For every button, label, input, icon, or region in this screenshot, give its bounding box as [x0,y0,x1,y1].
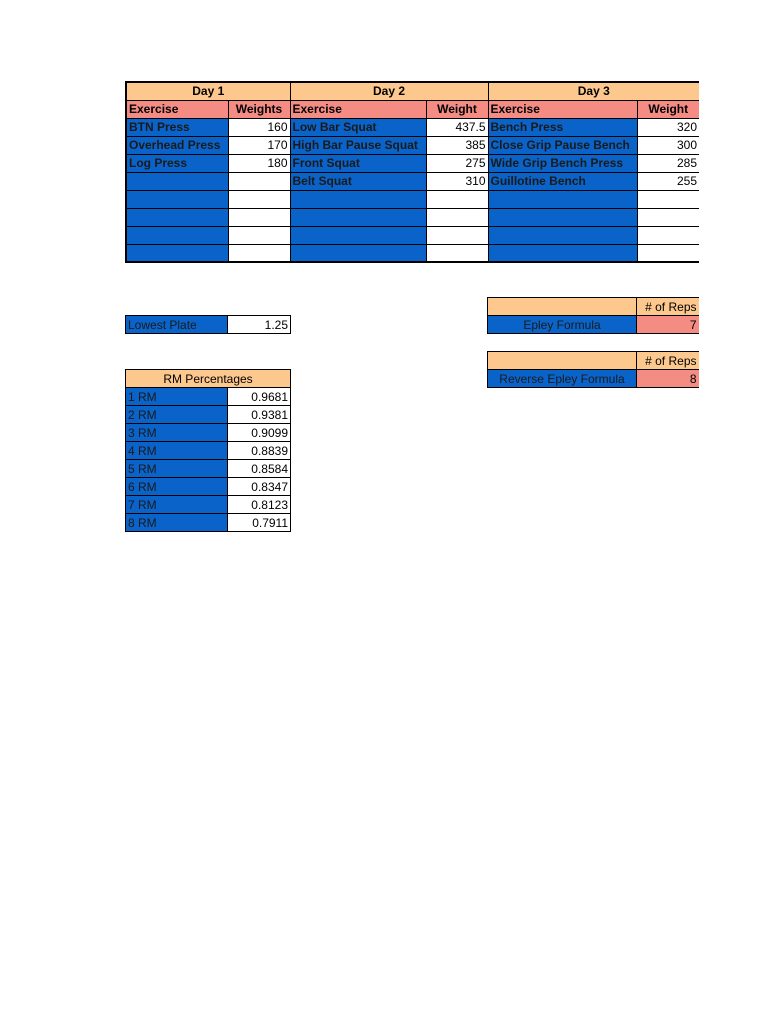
rm-label: 3 RM [126,424,228,442]
day3-exercise-cell[interactable] [488,190,637,208]
lowest-plate-value[interactable]: 1.25 [228,316,291,334]
epley-reps-header: # of Reps [637,298,699,316]
day2-exercise-cell[interactable]: Low Bar Squat [290,118,426,136]
rm-value[interactable]: 0.9681 [228,388,291,406]
table-row [126,460,291,478]
day1-weight-cell[interactable] [228,172,290,190]
day1-title: Day 1 [126,82,290,100]
day2-exercise-header: Exercise [290,100,426,118]
table-row [126,514,291,532]
day2-exercise-cell[interactable]: Front Squat [290,154,426,172]
table-row [126,154,699,172]
lowest-plate-label: Lowest Plate [126,316,228,334]
day1-exercise-cell[interactable]: Log Press [126,154,228,172]
day2-weight-cell[interactable] [426,244,488,262]
day1-weight-cell[interactable] [228,244,290,262]
day2-exercise-cell[interactable]: High Bar Pause Squat [290,136,426,154]
day1-exercise-cell[interactable]: Overhead Press [126,136,228,154]
reverse-epley-header-blank [488,352,637,370]
epley-table [487,297,699,334]
rm-value[interactable]: 0.8584 [228,460,291,478]
table-row [126,244,699,262]
day1-exercise-cell[interactable]: BTN Press [126,118,228,136]
rm-percentages-title: RM Percentages [126,370,291,388]
day1-weight-header: Weights [228,100,290,118]
day3-exercise-cell[interactable] [488,244,637,262]
reverse-epley-formula-label: Reverse Epley Formula [488,370,637,388]
day3-weight-cell[interactable]: 255 [637,172,699,190]
day3-weight-cell[interactable]: 285 [637,154,699,172]
table-row [126,424,291,442]
training-days-table [125,81,699,263]
day3-weight-header: Weight [637,100,699,118]
day1-exercise-cell[interactable] [126,172,228,190]
table-row [126,118,699,136]
day1-weight-cell[interactable] [228,190,290,208]
day2-weight-cell[interactable] [426,208,488,226]
rm-value[interactable]: 0.9381 [228,406,291,424]
rm-value[interactable]: 0.8347 [228,478,291,496]
table-row [126,406,291,424]
day2-weight-cell[interactable]: 310 [426,172,488,190]
rm-label: 1 RM [126,388,228,406]
lowest-plate-table [125,315,291,334]
table-row [126,172,699,190]
day1-weight-cell[interactable]: 160 [228,118,290,136]
day2-weight-cell[interactable]: 275 [426,154,488,172]
table-row [126,226,699,244]
day3-weight-cell[interactable] [637,226,699,244]
day1-exercise-cell[interactable] [126,244,228,262]
epley-reps-value[interactable]: 7 [637,316,699,334]
day1-exercise-cell[interactable] [126,208,228,226]
day3-weight-cell[interactable]: 300 [637,136,699,154]
day3-exercise-cell[interactable]: Guillotine Bench [488,172,637,190]
table-row [126,496,291,514]
rm-value[interactable]: 0.7911 [228,514,291,532]
table-row [126,208,699,226]
day2-weight-cell[interactable]: 437.5 [426,118,488,136]
rm-label: 8 RM [126,514,228,532]
day1-weight-cell[interactable]: 170 [228,136,290,154]
rm-label: 7 RM [126,496,228,514]
day2-title: Day 2 [290,82,488,100]
rm-value[interactable]: 0.9099 [228,424,291,442]
day2-weight-cell[interactable] [426,226,488,244]
day2-exercise-cell[interactable] [290,208,426,226]
reverse-epley-reps-value[interactable]: 8 [637,370,699,388]
day2-exercise-cell[interactable] [290,226,426,244]
reverse-epley-reps-header: # of Reps [637,352,699,370]
day3-exercise-cell[interactable] [488,226,637,244]
day3-weight-cell[interactable] [637,244,699,262]
rm-label: 2 RM [126,406,228,424]
rm-value[interactable]: 0.8839 [228,442,291,460]
epley-formula-label: Epley Formula [488,316,637,334]
day1-exercise-header: Exercise [126,100,228,118]
day2-exercise-cell[interactable] [290,244,426,262]
day1-weight-cell[interactable] [228,208,290,226]
day3-exercise-cell[interactable] [488,208,637,226]
day1-exercise-cell[interactable] [126,226,228,244]
day3-exercise-cell[interactable]: Bench Press [488,118,637,136]
day2-exercise-cell[interactable]: Belt Squat [290,172,426,190]
rm-label: 6 RM [126,478,228,496]
day3-weight-cell[interactable]: 320 [637,118,699,136]
day2-weight-cell[interactable] [426,190,488,208]
rm-label: 5 RM [126,460,228,478]
day1-weight-cell[interactable] [228,226,290,244]
day3-exercise-header: Exercise [488,100,637,118]
day2-weight-cell[interactable]: 385 [426,136,488,154]
day2-exercise-cell[interactable] [290,190,426,208]
rm-percentages-table [125,369,291,532]
day3-weight-cell[interactable] [637,190,699,208]
table-row [126,478,291,496]
epley-header-blank [488,298,637,316]
table-row [126,442,291,460]
day3-weight-cell[interactable] [637,208,699,226]
table-row [126,190,699,208]
day3-exercise-cell[interactable]: Wide Grip Bench Press [488,154,637,172]
table-row [126,136,699,154]
table-row [126,388,291,406]
day2-weight-header: Weight [426,100,488,118]
rm-value[interactable]: 0.8123 [228,496,291,514]
day1-weight-cell[interactable]: 180 [228,154,290,172]
rm-label: 4 RM [126,442,228,460]
day1-exercise-cell[interactable] [126,190,228,208]
reverse-epley-table [487,351,699,388]
day3-exercise-cell[interactable]: Close Grip Pause Bench [488,136,637,154]
day3-title: Day 3 [488,82,699,100]
